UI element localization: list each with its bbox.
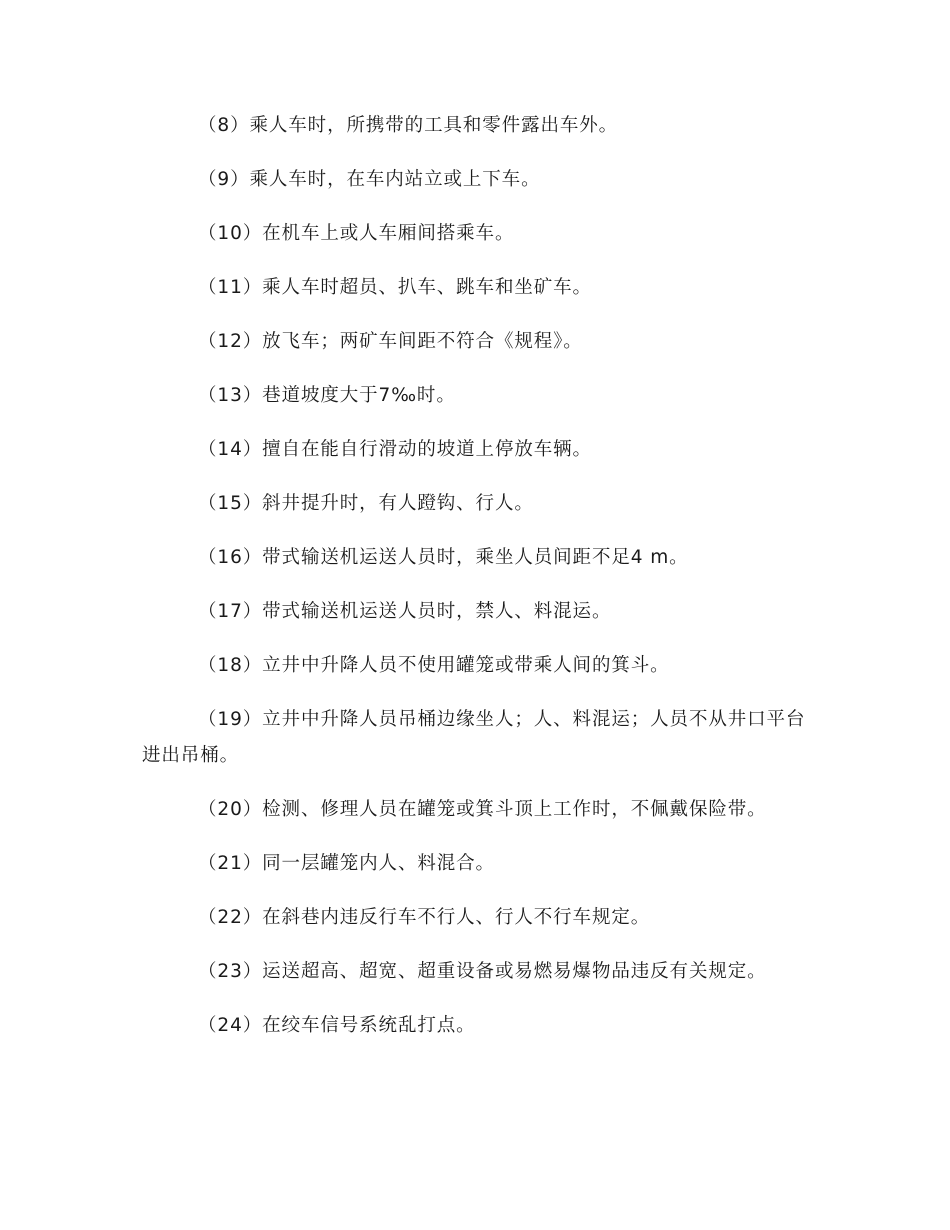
paragraph-item-11: （11）乘人车时超员、扒车、跳车和坐矿车。 [198,277,592,298]
paragraph-item-20: （20）检测、修理人员在罐笼或箕斗顶上工作时，不佩戴保险带。 [198,799,767,820]
paragraph-item-22: （22）在斜巷内违反行车不行人、行人不行车规定。 [198,907,651,928]
paragraph-item-10: （10）在机车上或人车厢间搭乘车。 [198,223,515,244]
paragraph-item-18: （18）立井中升降人员不使用罐笼或带乘人间的箕斗。 [198,655,670,676]
paragraph-item-19: （19）立井中升降人员吊桶边缘坐人；人、料混运；人员不从井口平台进出吊桶。 [142,709,806,766]
paragraph-item-8: （8）乘人车时，所携带的工具和零件露出车外。 [198,115,619,136]
paragraph-item-16: （16）带式输送机运送人员时，乘坐人员间距不足4 m。 [198,547,689,568]
paragraph-item-12: （12）放飞车；两矿车间距不符合《规程》。 [198,331,583,352]
paragraph-item-23: （23）运送超高、超宽、超重设备或易燃易爆物品违反有关规定。 [198,961,767,982]
paragraph-item-24: （24）在绞车信号系统乱打点。 [198,1015,476,1036]
paragraph-item-15: （15）斜井提升时，有人蹬钩、行人。 [198,493,534,514]
paragraph-item-13: （13）巷道坡度大于7‰时。 [198,385,456,406]
paragraph-item-17: （17）带式输送机运送人员时，禁人、料混运。 [198,601,612,622]
paragraph-item-14: （14）擅自在能自行滑动的坡道上停放车辆。 [198,439,592,460]
paragraph-item-9: （9）乘人车时，在车内站立或上下车。 [198,169,541,190]
document-body [142,108,810,1062]
paragraph-item-21: （21）同一层罐笼内人、料混合。 [198,853,495,874]
